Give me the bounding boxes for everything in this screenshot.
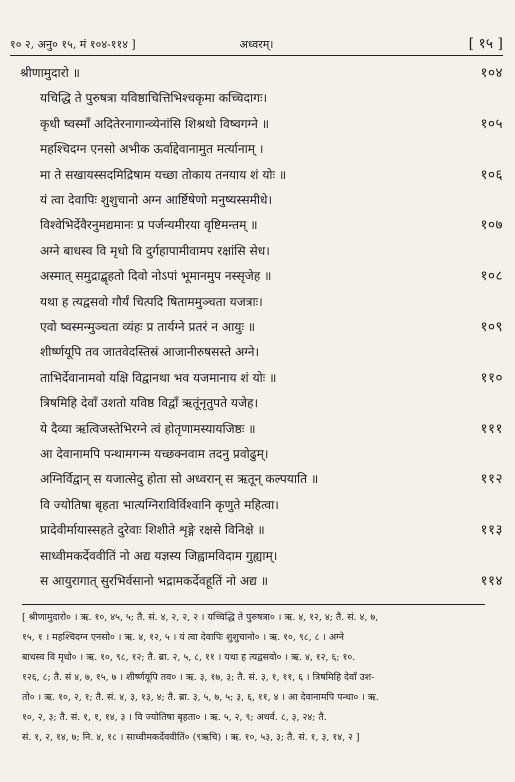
verse-line [0,214,515,236]
verse-line [0,113,515,135]
footnote-line: १०, २, ३; तै. सं. १, १, १४, ३ । वि ज्योतिषा बृहता० । ऋ. ५, २, ९; अथर्व. ८, ३, २४; तै. [22,712,327,723]
verse-number: १०७ [480,217,503,234]
verse-text: विश्वेभिर्देवैरनुमद्यमानः प्र पर्जन्यमीरया वृष्टिमन्तम् ॥ [40,218,258,233]
verse-line [0,316,515,338]
verse-text: यथा ह त्यद्वसवो गौर्यं चित्पदि षिताममुञ्चता यजत्राः। [40,294,263,309]
verse-text: त्रिषमिहि देवाँ उशतो यविष्ठ विद्वाँ ऋतूंनृतुपते यजेह। [40,396,259,411]
verse-number: १०५ [480,115,503,132]
verse-text: स आयुरागात् सुरभिर्वसानो भद्रामकर्देवहूतिं नो अद्य ॥ [40,574,269,588]
verse-line [0,494,515,516]
verse-line [0,87,515,109]
header-title: अध्वरम्। [239,38,274,51]
header-divider [10,55,503,56]
footnote-block [22,608,493,748]
verse-text: साध्वीमकर्देववीतिं नो अद्य यज्ञस्य जिह्वामविदाम गुह्याम्। [40,548,278,563]
footnote-line: सं. १, २, १४, ७; नि. ४, १८ । साध्वीमकर्देववीतिं० (९ऋचि) । ऋ. १०, ५३, ३; तै. सं. १, ३, १४, २ ] [22,732,360,743]
verse-number: १११ [480,420,503,437]
verse-line [0,367,515,389]
verse-text: महश्चिदग्न एनसो अभीक ऊर्वाद्देवानामुत मर्त्यानाम् । [40,142,264,157]
verse-text: यचिद्धि ते पुरुषत्रा यविष्ठाचित्तिभिश्चकृमा कच्चिदागः। [40,91,268,106]
verse-text: कृधी ष्वस्माँ अदितेरनागान्व्येनांसि शिश्रथो विष्वगग्ने ॥ [40,116,270,131]
verse-text: मा ते सखायस्सदमिद्रिषाम यच्छा तोकाय तनयाय शं योः ॥ [40,167,287,182]
verse-text: ये दैव्या ऋत्विजस्तेभिरग्ने त्वं होतृणामस्यायजिष्ठः ॥ [40,421,256,436]
verse-line [0,164,515,186]
verse-line [0,392,515,414]
verse-number: ११० [480,369,503,386]
verse-line [0,519,515,541]
verse-line [0,570,515,592]
verse-line [0,240,515,262]
verse-number: १०६ [480,166,503,183]
verse-number: १०८ [480,268,503,285]
verse-line [0,138,515,160]
verse-text: अग्ने बाधस्व वि मृधो वि दुर्गहापामीवामप रक्षांसि सेध। [40,243,270,258]
verse-text: यं त्वा देवापिः शुशुचानो अग्न आर्ष्टिषेणो मनुष्यस्समीधे। [40,193,273,207]
verse-number: १०९ [480,319,503,335]
verse-text: आ देवानामपि पन्थामगन्म यच्छक्नवाम तदनु प्रवोढुम्। [40,447,269,461]
verse-line [0,468,515,490]
verse-text: शीर्ष्णयूपि तव जातवेदस्तिस्रं आजानीरुषसस्ते अग्ने। [40,345,260,360]
footnote-line: १५, १ । महश्चिदग्न एनसो० । ऋ. ४, १२, ५ । यं त्वा देवापिः शुशुचानो० । ऋ. १०, ९८, ८ । अग्ने [22,632,344,643]
verse-line [0,545,515,567]
verse-number: ११३ [480,522,503,539]
verse-line [0,341,515,363]
verse-text: एवो ष्वस्मन्मुञ्चता व्यंहः प्र तार्यग्ने प्रतरं न आयुः ॥ [40,320,256,334]
verse-line [0,62,515,84]
verse-text: ताभिर्देवानामवो यक्षि विद्वानथा भव यजमानाय शं योः ॥ [40,370,277,385]
footnote-line: तो० । ऋ. १०, २, १; तै. सं. ४, ३, १३, ४; तै. ब्रा. ३, ५, ७, ५; ३, ६, ११, ४ । आ देवानामपि पन्था० । ऋ. [22,692,379,703]
verse-text: प्रादेवीर्मायास्सहते दुरेवाः शिशीते शृङ्गे रक्षसे विनिक्षे ॥ [40,523,265,538]
verse-line [0,265,515,287]
footnote-line: १२६, ८; तै. सं ४, ७, १५, ७ । शीर्ष्णयूपि तव० । ऋ. ३, १७, ३; तै. सं. ३, १, ११, ६ । त्रिषमिहि देवाँ उश- [22,672,375,683]
page-number: [ १५ ] [468,36,503,52]
verse-text: अस्मात् समुद्राद्बृहतो दिवो नोऽपां भूमानमुप नस्सृजेह ॥ [40,269,272,284]
verse-text: अग्निर्विद्वान् स यजात्सेदु होता सो अध्वरान् स ऋतून् कल्पयाति ॥ [40,472,319,487]
verse-line [0,291,515,313]
header-reference: १० २, अनु० १५, मं १०४-११४ ] [10,38,136,51]
running-header [10,34,503,54]
verse-number: १०४ [480,65,503,81]
verse-number: ११४ [480,573,503,589]
footnote-line: [ श्रीणामुदारो० । ऋ. १०, ४५, ५; तै. सं. ४, २, २, २ । यच्चिद्धि ते पुरुषत्रा० । ऋ. ४, १२, ४; तै. सं. ४, ७, [22,612,379,623]
verse-number: ११२ [480,471,503,488]
verse-line [0,418,515,440]
verse-text: वि ज्योतिषा बृहता भात्यग्निराविर्विश्वानि कृणुते महित्वा। [40,497,279,512]
verse-text: श्रीणामुदारो ॥ [20,66,80,80]
verse-line [0,443,515,465]
verse-line [0,189,515,211]
footnote-line: बाधस्व वि मृधो० । ऋ. १०, ९८, १२; तै. ब्रा. २, ५, ८, ११ । यथा ह त्यद्वसवो० । ऋ. ४, १२, ६; १०. [22,652,356,663]
footnote-divider [22,604,485,605]
